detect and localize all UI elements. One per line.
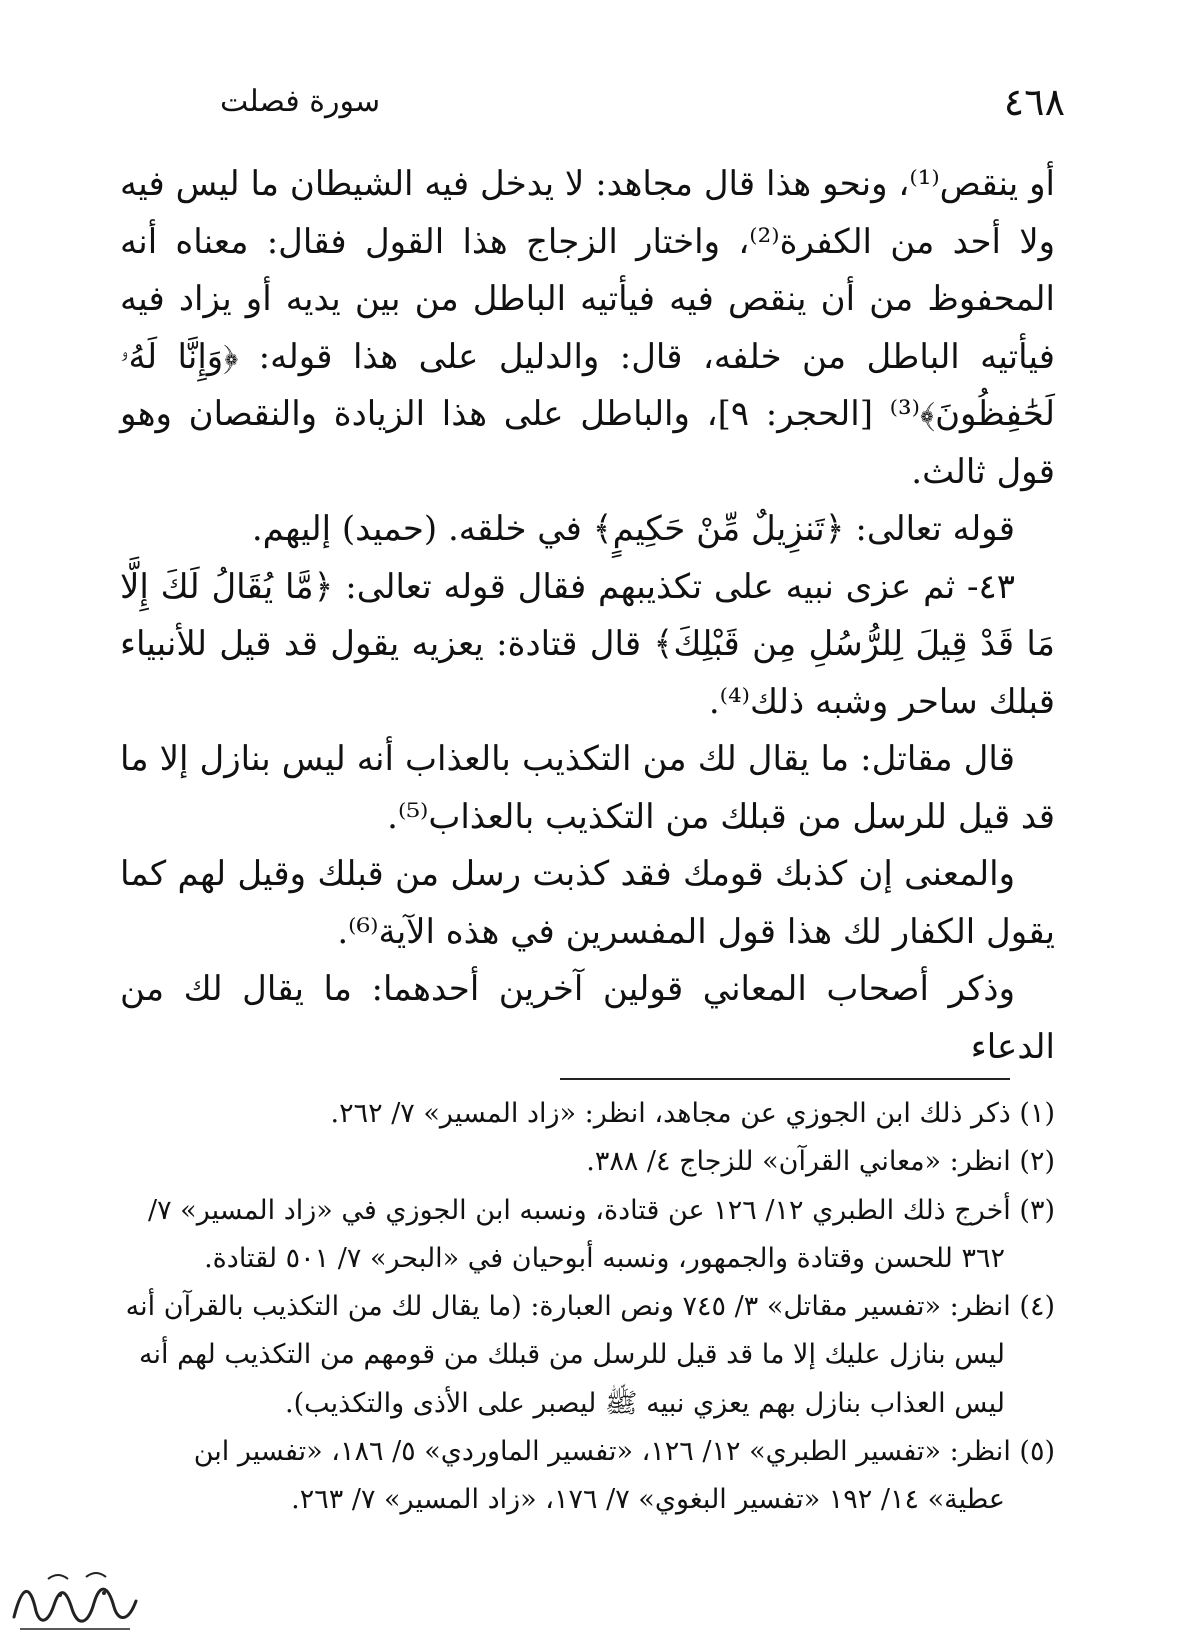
paragraph: قوله تعالى: ﴿تَنزِيلٌ مِّنْ حَكِيمٍ﴾ في خلقه. (حميد) إليهم. xyxy=(251,509,1015,549)
paragraph: وذكر أصحاب المعاني قولين آخرين أحدهما: ما يقال لك من الدعاء xyxy=(120,969,1055,1067)
paragraph: أو ينقص⁽¹⁾، ونحو هذا قال مجاهد: لا يدخل فيه الشيطان ما ليس فيه ولا أحد من الكفرة⁽²⁾، واختار الزجاج هذا القول فقال: معناه أنه المحفوظ من أن ينقص فيه فيأتيه الباطل من بين يديه أو يزاد فيه فيأتيه الباطل من خلفه، قال: والدليل على هذا قوله: ﴿وَإِنَّا لَهُۥ لَحَٰفِظُونَ﴾⁽³⁾ [الحجر: ٩]، والباطل على هذا الزيادة والنقصان وهو قول ثالث. xyxy=(120,164,1056,492)
main-text xyxy=(120,156,1055,1076)
paragraph: قال مقاتل: ما يقال لك من التكذيب بالعذاب أنه ليس بنازل إلا ما قد قيل للرسل من قبلك من التكذيب بالعذاب⁽⁵⁾. xyxy=(120,739,1055,837)
page-header xyxy=(120,70,1065,130)
paragraph: والمعنى إن كذبك قومك فقد كذبت رسل من قبلك وقيل لهم كما يقول الكفار لك هذا قول المفسرين في هذه الآية⁽⁶⁾. xyxy=(120,854,1055,952)
footnote: (٢) انظر: «معاني القرآن» للزجاج ٤/ ٣٨٨. xyxy=(586,1146,1055,1178)
footnote: (١) ذكر ذلك ابن الجوزي عن مجاهد، انظر: «زاد المسير» ٧/ ٢٦٢. xyxy=(330,1098,1055,1129)
publisher-logo xyxy=(8,1565,143,1637)
footnote: (٥) انظر: «تفسير الطبري» ١٢/ ١٢٦، «تفسير الماوردي» ٥/ ١٨٦، «تفسير ابن عطية» ١٤/ ١٩٢ «تفسير البغوي» ٧/ ١٧٦، «زاد المسير» ٧/ ٢٦٣. xyxy=(193,1436,1055,1516)
footnote-divider xyxy=(560,1078,1010,1080)
footnote: (٣) أخرج ذلك الطبري ١٢/ ١٢٦ عن قتادة، ونسبه ابن الجوزي في «زاد المسير» ٧/ ٣٦٢ للحسن وقتادة والجمهور، ونسبه أبوحيان في «البحر» ٧/ ٥٠١ لقتادة. xyxy=(147,1194,1055,1274)
footnotes xyxy=(120,1090,1055,1525)
surah-title: سورة فصلت xyxy=(220,84,381,119)
paragraph: ٤٣- ثم عزى نبيه على تكذيبهم فقال قوله تعالى: ﴿مَّا يُقَالُ لَكَ إِلَّا مَا قَدْ قِيلَ لِلرُّسُلِ مِن قَبْلِكَ﴾ قال قتادة: يعزيه يقول قد قيل للأنبياء قبلك ساحر وشبه ذلك⁽⁴⁾. xyxy=(120,566,1055,722)
page-number: ٤٦٨ xyxy=(1003,80,1065,124)
footnote: (٤) انظر: «تفسير مقاتل» ٣/ ٧٤٥ ونص العبارة: (ما يقال لك من التكذيب بالقرآن أنه ليس بنازل عليك إلا ما قد قيل للرسل من قبلك من قومهم من التكذيب لهم أنه ليس العذاب بنازل بهم يعزي نبيه ﷺ ليصبر على الأذى والتكذيب). xyxy=(125,1291,1055,1419)
